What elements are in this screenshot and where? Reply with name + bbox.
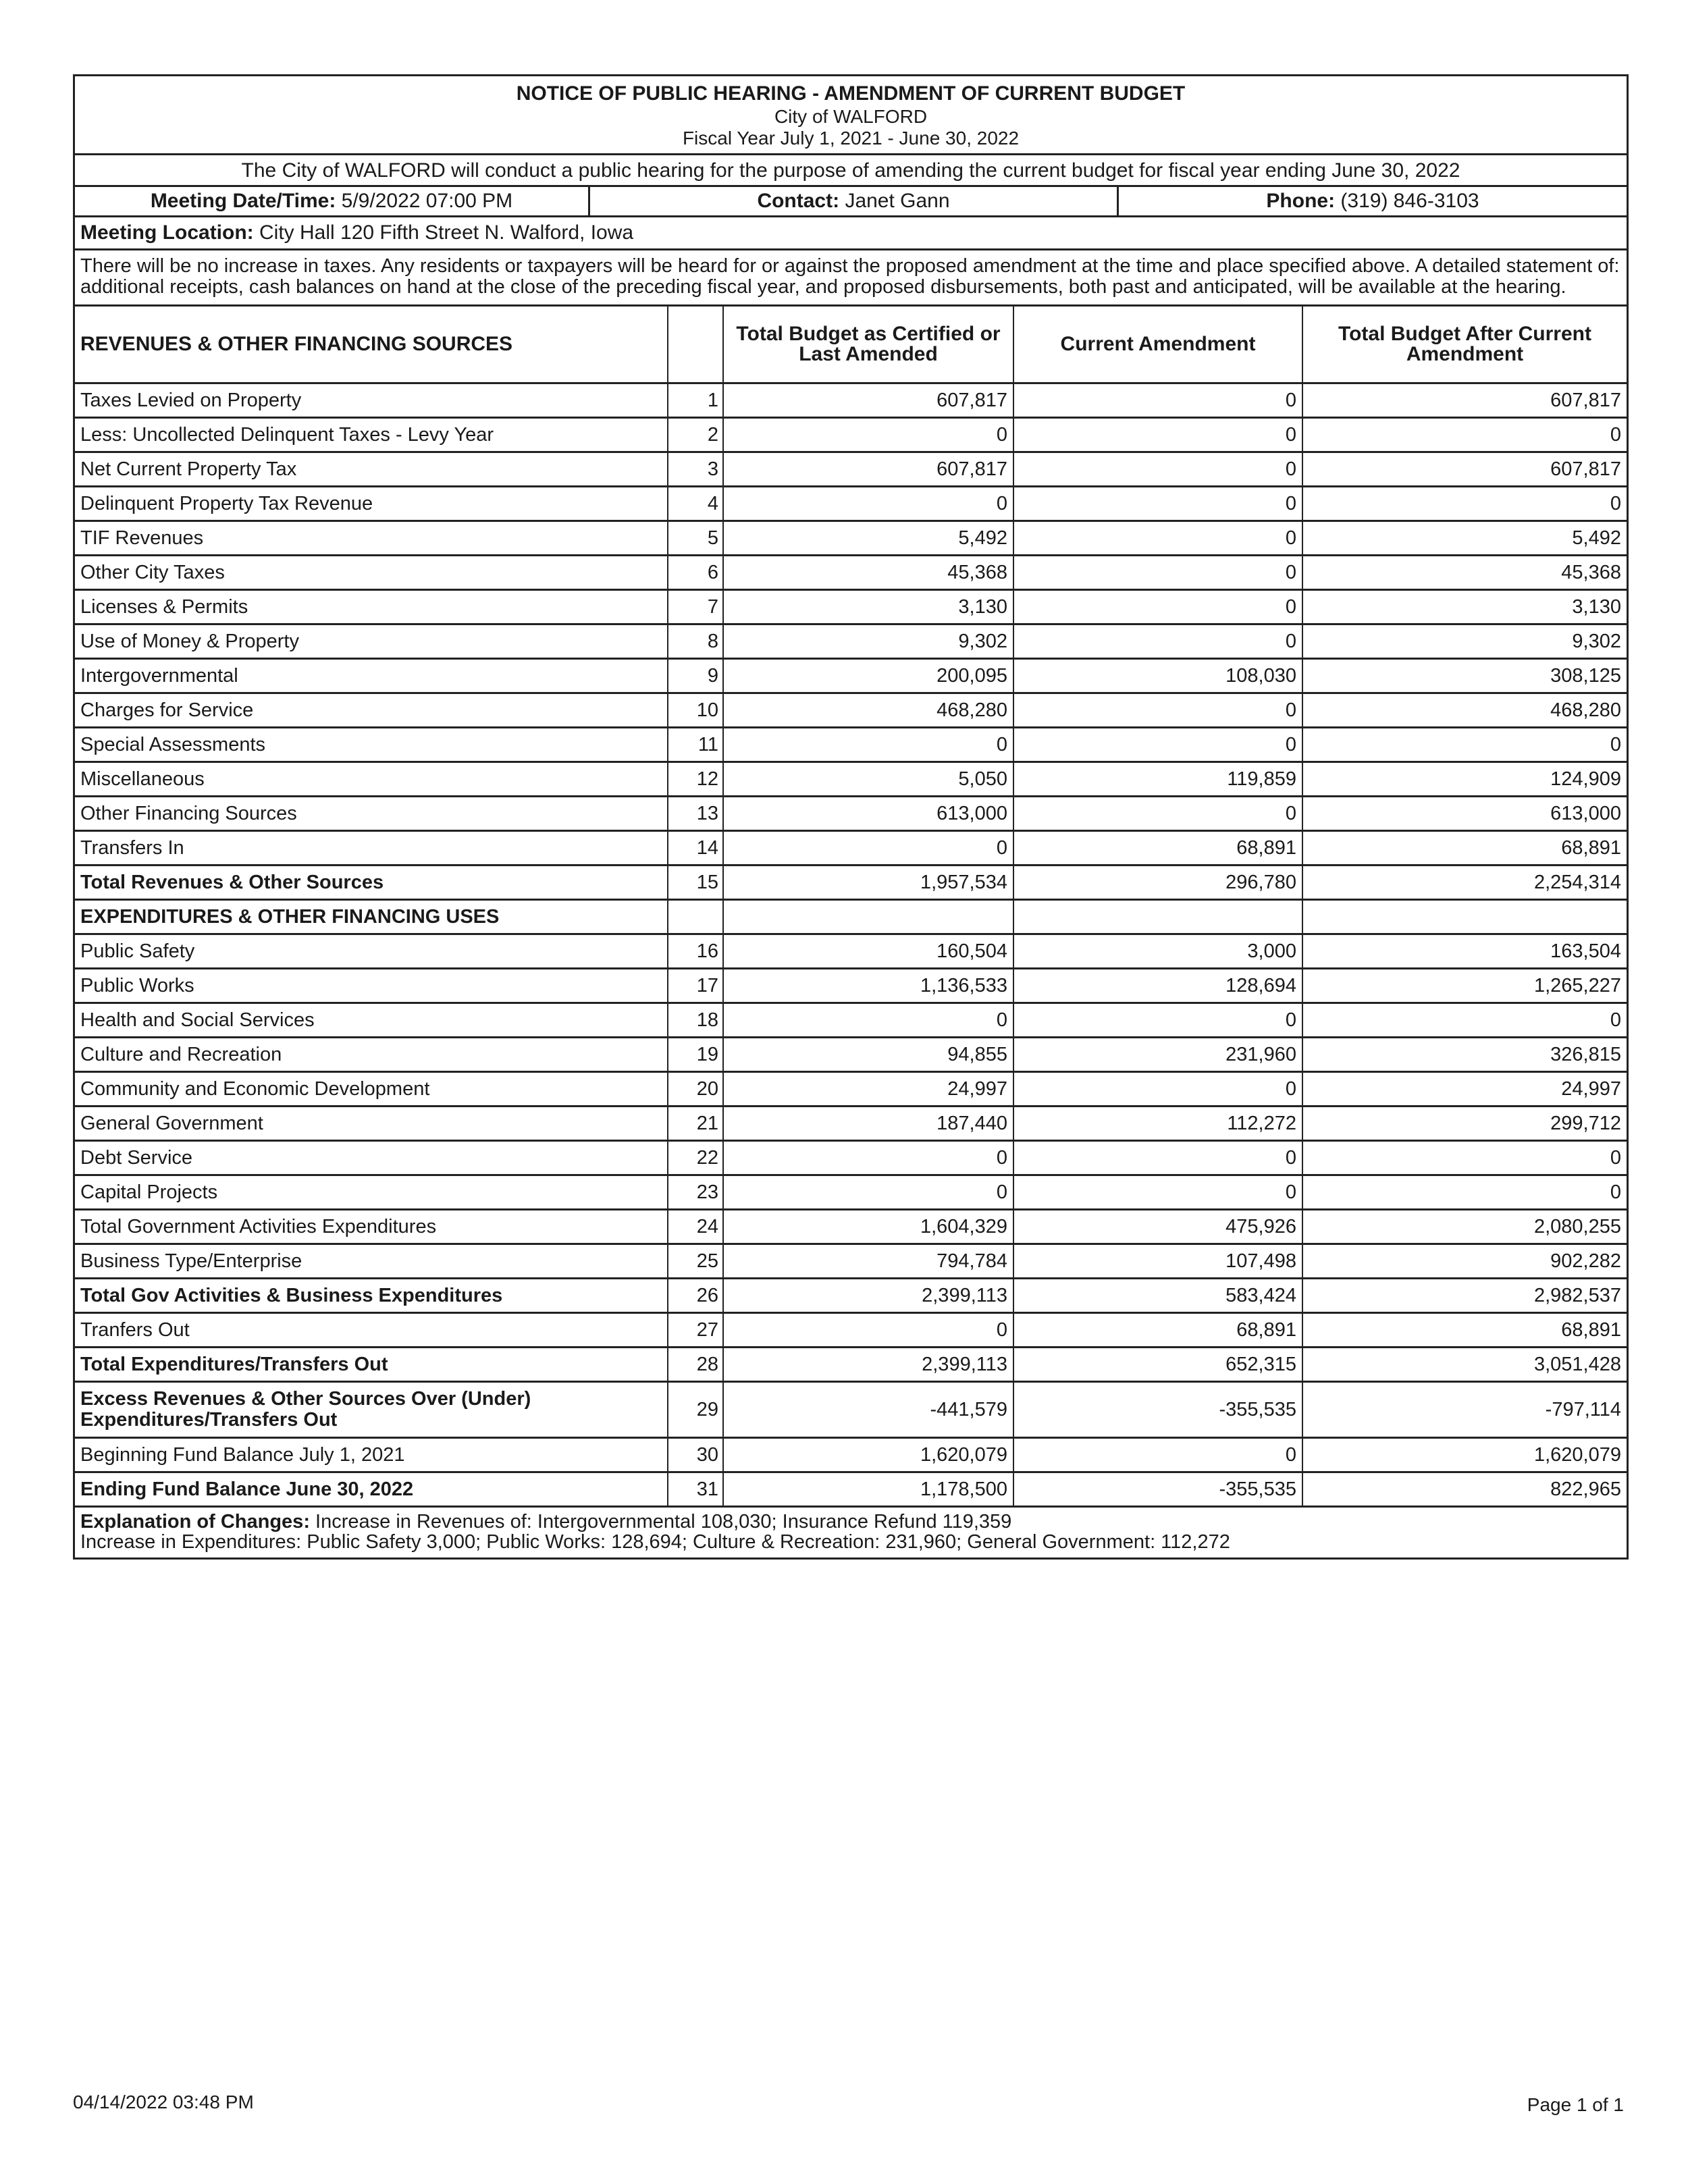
row-after-amount: 3,130: [1302, 590, 1627, 624]
notice-header: [75, 76, 1627, 155]
table-row: [75, 1210, 1627, 1244]
row-line-number: 10: [668, 693, 723, 728]
row-line-number: 11: [668, 728, 723, 762]
table-row: [75, 1279, 1627, 1313]
col-header-amendment: Current Amendment: [1013, 307, 1302, 383]
row-certified-amount: 0: [723, 1175, 1013, 1210]
table-row: [75, 1107, 1627, 1141]
table-row: [75, 693, 1627, 728]
explanation-of-changes: [75, 1508, 1627, 1557]
row-after-amount: 299,712: [1302, 1107, 1627, 1141]
row-certified-amount: 1,957,534: [723, 865, 1013, 900]
row-line-number: 9: [668, 659, 723, 693]
row-line-number: 4: [668, 487, 723, 521]
meeting-datetime-value: 5/9/2022 07:00 PM: [341, 190, 513, 212]
row-after-amount: 68,891: [1302, 831, 1627, 865]
row-amendment-amount: 112,272: [1013, 1107, 1302, 1141]
row-line-number: 6: [668, 556, 723, 590]
meeting-info-row: [75, 187, 1627, 217]
row-after-amount: 2,982,537: [1302, 1279, 1627, 1313]
contact-label: Contact:: [757, 190, 840, 212]
row-certified-amount: [723, 900, 1013, 934]
row-after-amount: 607,817: [1302, 383, 1627, 418]
row-label: Tranfers Out: [75, 1313, 668, 1348]
row-amendment-amount: 0: [1013, 1175, 1302, 1210]
row-certified-amount: 1,136,533: [723, 969, 1013, 1003]
row-amendment-amount: 0: [1013, 452, 1302, 487]
row-after-amount: 822,965: [1302, 1472, 1627, 1507]
row-label: Culture and Recreation: [75, 1038, 668, 1072]
row-line-number: 30: [668, 1438, 723, 1472]
explanation-line-2: Increase in Expenditures: Public Safety 3,000; Public Works: 128,694; Culture & Recreation: 231,960; General Government: 112,272: [80, 1531, 1230, 1553]
row-amendment-amount: 0: [1013, 383, 1302, 418]
col-header-after: Total Budget After Current Amendment: [1302, 307, 1627, 383]
row-line-number: 8: [668, 624, 723, 659]
row-line-number: 12: [668, 762, 723, 797]
table-row: [75, 659, 1627, 693]
row-label: Other Financing Sources: [75, 797, 668, 831]
row-certified-amount: 0: [723, 1003, 1013, 1038]
row-line-number: 14: [668, 831, 723, 865]
row-line-number: 18: [668, 1003, 723, 1038]
row-label: Net Current Property Tax: [75, 452, 668, 487]
row-label: Beginning Fund Balance July 1, 2021: [75, 1438, 668, 1472]
table-row: [75, 762, 1627, 797]
explanation-line-1: Increase in Revenues of: Intergovernmental 108,030; Insurance Refund 119,359: [315, 1511, 1012, 1533]
row-label: Community and Economic Development: [75, 1072, 668, 1107]
row-certified-amount: 200,095: [723, 659, 1013, 693]
row-amendment-amount: 68,891: [1013, 1313, 1302, 1348]
row-certified-amount: 24,997: [723, 1072, 1013, 1107]
row-label: Capital Projects: [75, 1175, 668, 1210]
phone-label: Phone:: [1266, 190, 1336, 212]
row-after-amount: 0: [1302, 487, 1627, 521]
row-after-amount: 24,997: [1302, 1072, 1627, 1107]
contact-value: Janet Gann: [845, 190, 950, 212]
row-line-number: 5: [668, 521, 723, 556]
row-amendment-amount: 0: [1013, 1438, 1302, 1472]
table-row: [75, 1175, 1627, 1210]
row-label: Total Expenditures/Transfers Out: [75, 1348, 668, 1382]
row-amendment-amount: 652,315: [1013, 1348, 1302, 1382]
row-label: Public Works: [75, 969, 668, 1003]
row-label: Transfers In: [75, 831, 668, 865]
table-header-row: [75, 307, 1627, 383]
row-certified-amount: 0: [723, 831, 1013, 865]
row-amendment-amount: 0: [1013, 418, 1302, 452]
table-row: [75, 1382, 1627, 1438]
table-row: [75, 1003, 1627, 1038]
phone-value: (319) 846-3103: [1340, 190, 1479, 212]
row-line-number: 31: [668, 1472, 723, 1507]
table-row: [75, 797, 1627, 831]
row-certified-amount: 794,784: [723, 1244, 1013, 1279]
row-line-number: 19: [668, 1038, 723, 1072]
table-row: [75, 1141, 1627, 1175]
row-certified-amount: 2,399,113: [723, 1348, 1013, 1382]
row-after-amount: 1,620,079: [1302, 1438, 1627, 1472]
table-row: [75, 728, 1627, 762]
row-line-number: 13: [668, 797, 723, 831]
row-after-amount: 163,504: [1302, 934, 1627, 969]
row-line-number: 15: [668, 865, 723, 900]
table-row: [75, 418, 1627, 452]
row-label: Total Gov Activities & Business Expenditures: [75, 1279, 668, 1313]
section-header-row: [75, 900, 1627, 934]
row-after-amount: 0: [1302, 1175, 1627, 1210]
row-after-amount: 2,080,255: [1302, 1210, 1627, 1244]
table-row: [75, 934, 1627, 969]
row-certified-amount: 3,130: [723, 590, 1013, 624]
row-line-number: 1: [668, 383, 723, 418]
table-row: [75, 1348, 1627, 1382]
row-line-number: [668, 900, 723, 934]
row-amendment-amount: -355,535: [1013, 1382, 1302, 1438]
row-after-amount: 0: [1302, 1141, 1627, 1175]
table-row: [75, 969, 1627, 1003]
row-certified-amount: 9,302: [723, 624, 1013, 659]
row-after-amount: 0: [1302, 728, 1627, 762]
row-amendment-amount: 68,891: [1013, 831, 1302, 865]
row-amendment-amount: 0: [1013, 556, 1302, 590]
row-certified-amount: -441,579: [723, 1382, 1013, 1438]
row-amendment-amount: -355,535: [1013, 1472, 1302, 1507]
row-amendment-amount: 0: [1013, 624, 1302, 659]
table-row: [75, 865, 1627, 900]
notice-title: NOTICE OF PUBLIC HEARING - AMENDMENT OF CURRENT BUDGET: [516, 82, 1186, 105]
row-certified-amount: 1,604,329: [723, 1210, 1013, 1244]
row-after-amount: 45,368: [1302, 556, 1627, 590]
row-label: Less: Uncollected Delinquent Taxes - Levy Year: [75, 418, 668, 452]
row-certified-amount: 607,817: [723, 383, 1013, 418]
row-certified-amount: 0: [723, 1313, 1013, 1348]
contact: [590, 187, 1119, 215]
row-after-amount: 902,282: [1302, 1244, 1627, 1279]
row-line-number: 3: [668, 452, 723, 487]
row-certified-amount: 613,000: [723, 797, 1013, 831]
notice-paragraph: There will be no increase in taxes. Any residents or taxpayers will be heard for or against the proposed amendment at the time and place specified above. A detailed statement of: additional receipts, cash balances on hand at the close of the preceding fiscal year, and proposed disbursements, both past and anticipated, will be available at the hearing.: [75, 250, 1627, 307]
row-after-amount: 3,051,428: [1302, 1348, 1627, 1382]
row-line-number: 26: [668, 1279, 723, 1313]
page-number: Page 1 of 1: [1527, 2094, 1624, 2115]
row-line-number: 25: [668, 1244, 723, 1279]
meeting-location-label: Meeting Location:: [80, 221, 254, 244]
row-line-number: 20: [668, 1072, 723, 1107]
row-line-number: 28: [668, 1348, 723, 1382]
row-amendment-amount: 0: [1013, 728, 1302, 762]
row-label: Public Safety: [75, 934, 668, 969]
row-after-amount: -797,114: [1302, 1382, 1627, 1438]
row-certified-amount: 2,399,113: [723, 1279, 1013, 1313]
row-amendment-amount: 119,859: [1013, 762, 1302, 797]
fiscal-year: Fiscal Year July 1, 2021 - June 30, 2022: [682, 128, 1020, 149]
row-certified-amount: 160,504: [723, 934, 1013, 969]
row-certified-amount: 468,280: [723, 693, 1013, 728]
hearing-intro: The City of WALFORD will conduct a public hearing for the purpose of amending the current budget for fiscal year ending June 30, 2022: [75, 155, 1627, 187]
table-row: [75, 624, 1627, 659]
row-line-number: 27: [668, 1313, 723, 1348]
table-row: [75, 1472, 1627, 1507]
row-certified-amount: 94,855: [723, 1038, 1013, 1072]
row-label: Business Type/Enterprise: [75, 1244, 668, 1279]
row-certified-amount: 0: [723, 487, 1013, 521]
row-after-amount: 9,302: [1302, 624, 1627, 659]
row-after-amount: 0: [1302, 418, 1627, 452]
meeting-location: [75, 217, 1627, 250]
row-certified-amount: 5,050: [723, 762, 1013, 797]
table-row: [75, 1438, 1627, 1472]
meeting-datetime: [75, 187, 590, 215]
row-label: Excess Revenues & Other Sources Over (Under) Expenditures/Transfers Out: [75, 1382, 668, 1438]
row-after-amount: 607,817: [1302, 452, 1627, 487]
row-after-amount: 2,254,314: [1302, 865, 1627, 900]
row-label: Health and Social Services: [75, 1003, 668, 1038]
row-certified-amount: 45,368: [723, 556, 1013, 590]
row-label: Licenses & Permits: [75, 590, 668, 624]
row-line-number: 29: [668, 1382, 723, 1438]
phone: [1119, 187, 1627, 215]
row-label: Total Government Activities Expenditures: [75, 1210, 668, 1244]
row-certified-amount: 0: [723, 1141, 1013, 1175]
row-line-number: 16: [668, 934, 723, 969]
row-certified-amount: 607,817: [723, 452, 1013, 487]
row-label: TIF Revenues: [75, 521, 668, 556]
table-row: [75, 831, 1627, 865]
row-after-amount: 5,492: [1302, 521, 1627, 556]
row-after-amount: 1,265,227: [1302, 969, 1627, 1003]
row-amendment-amount: [1013, 900, 1302, 934]
row-amendment-amount: 296,780: [1013, 865, 1302, 900]
row-amendment-amount: 0: [1013, 1072, 1302, 1107]
row-label: Use of Money & Property: [75, 624, 668, 659]
meeting-datetime-label: Meeting Date/Time:: [150, 190, 336, 212]
table-row: [75, 556, 1627, 590]
budget-notice: [73, 74, 1629, 1560]
row-amendment-amount: 0: [1013, 693, 1302, 728]
table-row: [75, 521, 1627, 556]
row-amendment-amount: 583,424: [1013, 1279, 1302, 1313]
table-row: [75, 590, 1627, 624]
col-header-certified: Total Budget as Certified or Last Amended: [723, 307, 1013, 383]
row-amendment-amount: 231,960: [1013, 1038, 1302, 1072]
table-row: [75, 1038, 1627, 1072]
row-line-number: 22: [668, 1141, 723, 1175]
row-after-amount: 468,280: [1302, 693, 1627, 728]
row-after-amount: [1302, 900, 1627, 934]
city-name: City of WALFORD: [774, 106, 928, 127]
meeting-location-value: City Hall 120 Fifth Street N. Walford, Iowa: [259, 221, 634, 244]
row-line-number: 2: [668, 418, 723, 452]
table-row: [75, 452, 1627, 487]
row-label: Intergovernmental: [75, 659, 668, 693]
row-amendment-amount: 107,498: [1013, 1244, 1302, 1279]
row-after-amount: 613,000: [1302, 797, 1627, 831]
row-label: Miscellaneous: [75, 762, 668, 797]
row-line-number: 23: [668, 1175, 723, 1210]
col-header-line: [668, 307, 723, 383]
row-amendment-amount: 475,926: [1013, 1210, 1302, 1244]
row-certified-amount: 5,492: [723, 521, 1013, 556]
row-amendment-amount: 0: [1013, 590, 1302, 624]
row-amendment-amount: 0: [1013, 1003, 1302, 1038]
row-label: Charges for Service: [75, 693, 668, 728]
row-label: Total Revenues & Other Sources: [75, 865, 668, 900]
row-after-amount: 124,909: [1302, 762, 1627, 797]
row-line-number: 17: [668, 969, 723, 1003]
row-label: Ending Fund Balance June 30, 2022: [75, 1472, 668, 1507]
table-row: [75, 1244, 1627, 1279]
row-amendment-amount: 108,030: [1013, 659, 1302, 693]
explanation-label: Explanation of Changes:: [80, 1511, 310, 1533]
row-line-number: 21: [668, 1107, 723, 1141]
row-certified-amount: 187,440: [723, 1107, 1013, 1141]
row-label: Special Assessments: [75, 728, 668, 762]
row-amendment-amount: 0: [1013, 487, 1302, 521]
row-amendment-amount: 0: [1013, 521, 1302, 556]
row-after-amount: 68,891: [1302, 1313, 1627, 1348]
row-after-amount: 326,815: [1302, 1038, 1627, 1072]
row-amendment-amount: 128,694: [1013, 969, 1302, 1003]
row-certified-amount: 0: [723, 418, 1013, 452]
row-label: Delinquent Property Tax Revenue: [75, 487, 668, 521]
table-row: [75, 487, 1627, 521]
row-amendment-amount: 0: [1013, 1141, 1302, 1175]
row-label: General Government: [75, 1107, 668, 1141]
table-row: [75, 1313, 1627, 1348]
row-after-amount: 308,125: [1302, 659, 1627, 693]
row-amendment-amount: 3,000: [1013, 934, 1302, 969]
table-row: [75, 383, 1627, 418]
row-certified-amount: 1,620,079: [723, 1438, 1013, 1472]
row-amendment-amount: 0: [1013, 797, 1302, 831]
row-label: Taxes Levied on Property: [75, 383, 668, 418]
col-header-section: REVENUES & OTHER FINANCING SOURCES: [75, 307, 668, 383]
row-after-amount: 0: [1302, 1003, 1627, 1038]
row-line-number: 24: [668, 1210, 723, 1244]
row-label: EXPENDITURES & OTHER FINANCING USES: [75, 900, 668, 934]
row-label: Other City Taxes: [75, 556, 668, 590]
budget-table: [75, 307, 1627, 1508]
print-timestamp: 04/14/2022 03:48 PM: [73, 2092, 254, 2112]
row-label: Debt Service: [75, 1141, 668, 1175]
row-certified-amount: 1,178,500: [723, 1472, 1013, 1507]
row-line-number: 7: [668, 590, 723, 624]
row-certified-amount: 0: [723, 728, 1013, 762]
table-row: [75, 1072, 1627, 1107]
